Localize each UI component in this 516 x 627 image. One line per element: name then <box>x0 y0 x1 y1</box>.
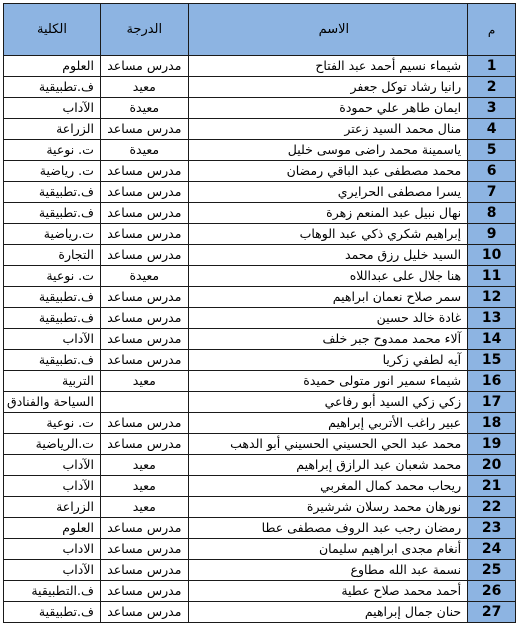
row-number: 8 <box>468 203 516 224</box>
table-row <box>4 413 516 434</box>
row-name: حنان جمال إبراهيم <box>188 602 468 623</box>
row-name: محمد مصطفى عبد الباقي رمضان <box>188 161 468 182</box>
table-row <box>4 455 516 476</box>
row-degree: مدرس مساعد <box>100 308 188 329</box>
row-college: الآداب <box>4 329 101 350</box>
row-degree: مدرس مساعد <box>100 224 188 245</box>
row-degree: مدرس مساعد <box>100 581 188 602</box>
row-name: زكي زكي السيد أبو رفاعي <box>188 392 468 413</box>
row-college: ت. نوعية <box>4 413 101 434</box>
table-row <box>4 602 516 623</box>
row-name: آيه لطفي زكريا <box>188 350 468 371</box>
table-row <box>4 56 516 77</box>
table-row <box>4 308 516 329</box>
table-row <box>4 140 516 161</box>
table-row <box>4 350 516 371</box>
row-name: ياسمينة محمد راضى موسى خليل <box>188 140 468 161</box>
header-college: الكلية <box>4 4 101 56</box>
table-row <box>4 539 516 560</box>
row-name: عبير راغب الأتربي إبراهيم <box>188 413 468 434</box>
table-row <box>4 98 516 119</box>
row-number: 6 <box>468 161 516 182</box>
row-degree: معيد <box>100 476 188 497</box>
row-degree: مدرس مساعد <box>100 539 188 560</box>
row-name: شيماء نسيم أحمد عبد الفتاح <box>188 56 468 77</box>
row-degree: مدرس مساعد <box>100 560 188 581</box>
row-number: 25 <box>468 560 516 581</box>
row-degree: مدرس مساعد <box>100 56 188 77</box>
table-row <box>4 497 516 518</box>
row-college: الآداب <box>4 98 101 119</box>
row-degree: معيد <box>100 497 188 518</box>
header-number: م <box>468 4 516 56</box>
row-degree: مدرس مساعد <box>100 518 188 539</box>
row-degree: مدرس مساعد <box>100 602 188 623</box>
row-college: ت.رياضية <box>4 224 101 245</box>
row-name: هنا جلال على عبداللاه <box>188 266 468 287</box>
row-college: السياحة والفنادق <box>4 392 101 413</box>
row-degree: مدرس مساعد <box>100 329 188 350</box>
row-name: محمد عبد الحي الحسيني الحسيني أبو الدهب <box>188 434 468 455</box>
row-number: 11 <box>468 266 516 287</box>
row-college: الآداب <box>4 476 101 497</box>
row-number: 17 <box>468 392 516 413</box>
row-number: 12 <box>468 287 516 308</box>
staff-table-container <box>3 3 516 623</box>
row-number: 4 <box>468 119 516 140</box>
table-row <box>4 203 516 224</box>
row-college: ف.تطبيقية <box>4 350 101 371</box>
row-college: ف.تطبيقية <box>4 308 101 329</box>
staff-table <box>3 3 516 623</box>
row-college: الآداب <box>4 455 101 476</box>
row-name: محمد شعبان عبد الرازق إبراهيم <box>188 455 468 476</box>
row-degree: معيد <box>100 455 188 476</box>
row-number: 2 <box>468 77 516 98</box>
row-college: ف.تطبيقية <box>4 182 101 203</box>
row-number: 18 <box>468 413 516 434</box>
row-name: رمضان رجب عبد الروف مصطفى عطا <box>188 518 468 539</box>
row-name: شيماء سمير انور متولى حميدة <box>188 371 468 392</box>
row-degree <box>100 392 188 413</box>
table-row <box>4 329 516 350</box>
row-number: 16 <box>468 371 516 392</box>
table-row <box>4 518 516 539</box>
row-name: غادة خالد حسين <box>188 308 468 329</box>
row-college: الزراعة <box>4 497 101 518</box>
row-college: ف.التطبيقية <box>4 581 101 602</box>
row-college: ت. نوعية <box>4 266 101 287</box>
row-name: ايمان طاهر علي حمودة <box>188 98 468 119</box>
row-number: 10 <box>468 245 516 266</box>
table-row <box>4 581 516 602</box>
header-name: الاسم <box>188 4 468 56</box>
row-college: التربية <box>4 371 101 392</box>
row-college: ف.تطبيقية <box>4 287 101 308</box>
row-name: منال محمد السيد زعتر <box>188 119 468 140</box>
row-number: 26 <box>468 581 516 602</box>
row-number: 13 <box>468 308 516 329</box>
row-college: ف.تطبيقية <box>4 602 101 623</box>
row-degree: مدرس مساعد <box>100 203 188 224</box>
row-number: 9 <box>468 224 516 245</box>
table-row <box>4 182 516 203</box>
table-row <box>4 287 516 308</box>
row-college: الاداب <box>4 539 101 560</box>
row-name: نهال نبيل عبد المنعم زهرة <box>188 203 468 224</box>
row-degree: مدرس مساعد <box>100 434 188 455</box>
row-college: العلوم <box>4 56 101 77</box>
row-name: أحمد محمد صلاح عطية <box>188 581 468 602</box>
table-row <box>4 392 516 413</box>
row-number: 3 <box>468 98 516 119</box>
row-name: أنغام مجدى ابراهيم سليمان <box>188 539 468 560</box>
row-college: ف.تطبيقية <box>4 77 101 98</box>
row-degree: مدرس مساعد <box>100 350 188 371</box>
row-name: آلاء محمد ممدوح جبر خلف <box>188 329 468 350</box>
table-row <box>4 77 516 98</box>
row-degree: معيد <box>100 371 188 392</box>
row-college: ت. نوعية <box>4 140 101 161</box>
row-degree: مدرس مساعد <box>100 119 188 140</box>
row-college: ف.تطبيقية <box>4 203 101 224</box>
row-degree: مدرس مساعد <box>100 182 188 203</box>
row-college: العلوم <box>4 518 101 539</box>
row-name: سمر صلاح نعمان ابراهيم <box>188 287 468 308</box>
table-row <box>4 371 516 392</box>
row-name: ريحاب محمد كمال المغربي <box>188 476 468 497</box>
row-number: 15 <box>468 350 516 371</box>
row-name: نورهان محمد رسلان شرشيرة <box>188 497 468 518</box>
table-row <box>4 434 516 455</box>
row-degree: مدرس مساعد <box>100 245 188 266</box>
row-degree: معيدة <box>100 98 188 119</box>
row-name: إبراهيم شكري ذكي عبد الوهاب <box>188 224 468 245</box>
row-degree: معيد <box>100 77 188 98</box>
row-college: الزراعة <box>4 119 101 140</box>
row-name: السيد خليل رزق محمد <box>188 245 468 266</box>
header-degree: الدرجة <box>100 4 188 56</box>
table-row <box>4 266 516 287</box>
row-name: يسرا مصطفى الحرايري <box>188 182 468 203</box>
table-row <box>4 560 516 581</box>
row-degree: مدرس مساعد <box>100 413 188 434</box>
table-row <box>4 161 516 182</box>
row-number: 27 <box>468 602 516 623</box>
row-number: 20 <box>468 455 516 476</box>
row-degree: مدرس مساعد <box>100 287 188 308</box>
row-number: 7 <box>468 182 516 203</box>
row-degree: معيدة <box>100 266 188 287</box>
table-row <box>4 119 516 140</box>
header-row <box>4 4 516 56</box>
row-number: 5 <box>468 140 516 161</box>
row-college: ت. رياضية <box>4 161 101 182</box>
row-number: 22 <box>468 497 516 518</box>
row-number: 21 <box>468 476 516 497</box>
row-college: الآداب <box>4 560 101 581</box>
row-number: 23 <box>468 518 516 539</box>
row-name: نسمة عبد الله مطاوع <box>188 560 468 581</box>
row-degree: مدرس مساعد <box>100 161 188 182</box>
table-row <box>4 245 516 266</box>
row-number: 19 <box>468 434 516 455</box>
table-row <box>4 476 516 497</box>
row-number: 24 <box>468 539 516 560</box>
row-degree: معيدة <box>100 140 188 161</box>
row-number: 1 <box>468 56 516 77</box>
row-number: 14 <box>468 329 516 350</box>
row-college: ت.الرياضية <box>4 434 101 455</box>
table-row <box>4 224 516 245</box>
row-name: رانيا رشاد توكل جعفر <box>188 77 468 98</box>
row-college: التجارة <box>4 245 101 266</box>
